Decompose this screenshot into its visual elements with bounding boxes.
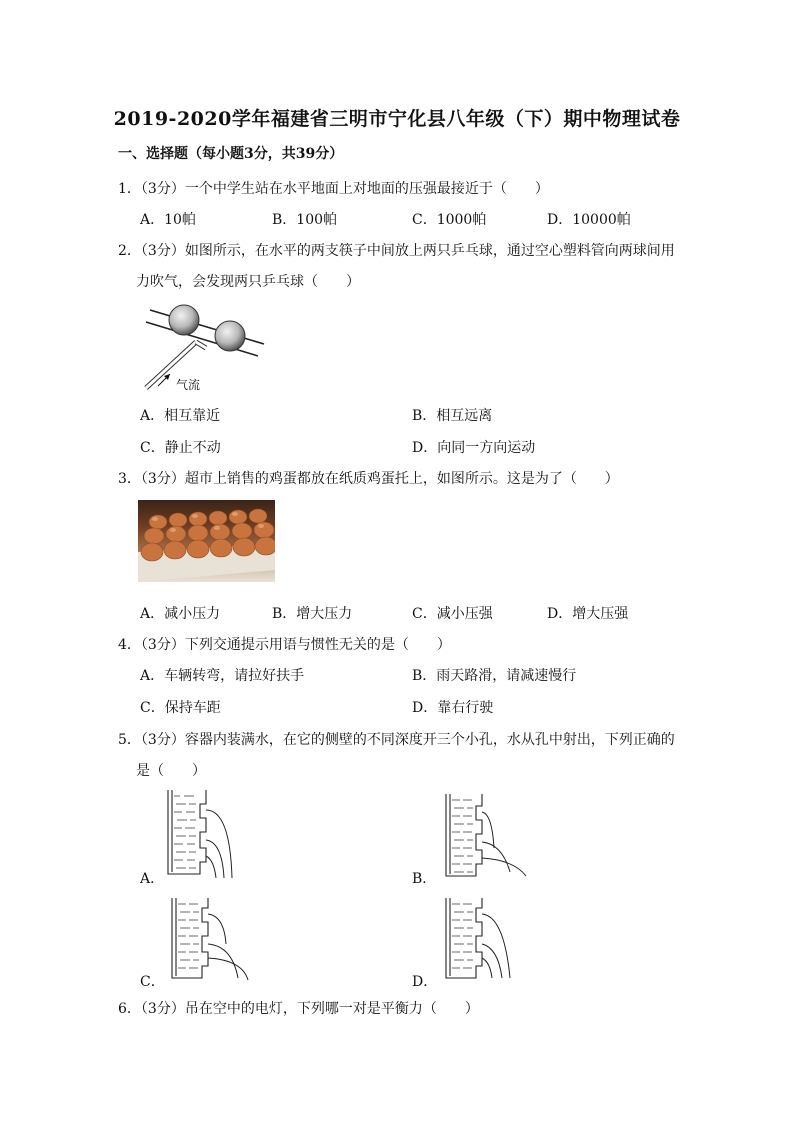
question-2-option-c: C．静止不动 <box>140 440 221 456</box>
question-3-option-b: B．增大压力 <box>272 606 353 622</box>
question-2-text-line-1: 2．（3分）如图所示，在水平的两支筷子中间放上两只乒乓球，通过空心塑料管向两球间用 <box>118 243 675 259</box>
question-4-option-d: D．靠右行驶 <box>412 700 494 716</box>
question-2-option-a: A．相互靠近 <box>140 408 221 424</box>
question-1-option-b: B．100帕 <box>272 212 338 228</box>
container-figure-d <box>440 894 530 984</box>
question-1-option-a: A．10帕 <box>140 212 196 228</box>
question-5-option-a: A． <box>140 871 165 887</box>
container-figure-c <box>166 894 256 984</box>
paper-title: 2019-2020学年福建省三明市宁化县八年级（下）期中物理试卷 <box>113 108 681 130</box>
question-5-option-c: C． <box>140 974 165 990</box>
container-figure-a <box>160 786 250 882</box>
egg-tray-photo <box>138 500 275 582</box>
question-1-text: 1．（3分）一个中学生站在水平地面上对地面的压强最接近于（ ） <box>118 181 549 197</box>
question-2-option-d: D．向同一方向运动 <box>412 440 536 456</box>
question-4-text: 4．（3分）下列交通提示用语与惯性无关的是（ ） <box>118 637 451 653</box>
section-heading: 一、选择题（每小题3分，共39分） <box>118 146 344 162</box>
question-1-option-c: C．1000帕 <box>412 212 487 228</box>
question-5-option-b: B． <box>412 871 437 887</box>
airflow-label: 气流 <box>176 378 201 392</box>
question-2-option-b: B．相互远离 <box>412 408 493 424</box>
egg-tray-image <box>138 500 275 582</box>
question-4-option-c: C．保持车距 <box>140 700 221 716</box>
question-5-text-line-1: 5．（3分）容器内装满水，在它的侧壁的不同深度开三个小孔，水从孔中射出，下列正确的 <box>118 732 675 748</box>
question-3-option-d: D．增大压强 <box>547 606 629 622</box>
question-3-option-c: C．减小压强 <box>412 606 493 622</box>
question-2-text-line-2: 力吹气，会发现两只乒乓球（ ） <box>136 274 360 290</box>
question-3-option-a: A．减小压力 <box>140 606 221 622</box>
question-5-option-d: D． <box>412 974 438 990</box>
question-4-option-a: A．车辆转弯，请拉好扶手 <box>140 668 305 684</box>
question-4-option-b: B．雨天路滑，请减速慢行 <box>412 668 577 684</box>
question-6-text: 6．（3分）吊在空中的电灯，下列哪一对是平衡力（ ） <box>118 1001 479 1017</box>
question-5-text-line-2: 是（ ） <box>136 763 206 779</box>
chopsticks-ping-pong-figure <box>138 298 278 394</box>
question-1-option-d: D．10000帕 <box>547 212 631 228</box>
container-figure-b <box>440 790 540 882</box>
question-3-text: 3．（3分）超市上销售的鸡蛋都放在纸质鸡蛋托上，如图所示。这是为了（ ） <box>118 471 619 487</box>
